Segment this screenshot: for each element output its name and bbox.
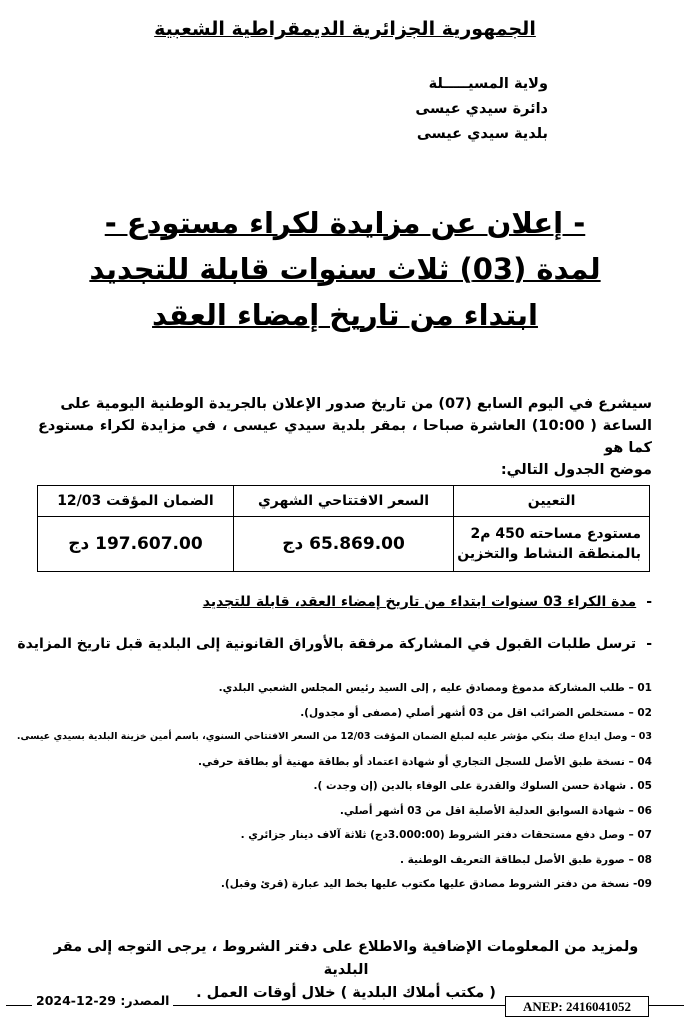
header-designation: التعيين [454, 486, 650, 517]
cell-designation: مستودع مساحته 450 م2 بالمنطقة النشاط والتخزين [454, 517, 650, 572]
source-date: المصدر: 29-12-2024 [32, 993, 173, 1008]
list-item: 06 – شهادة السوابق العدلية الأصلية اقل من 03 أشهر أصلي. [339, 804, 652, 817]
applications-bullet: -ترسل طلبات القبول في المشاركة مرفقة بالأوراق القانونية إلى البلدية قبل تاريخ المزايدة [17, 636, 652, 652]
intro-line-1: سيشرع في اليوم السابع (07) من تاريخ صدور الإعلان بالجريدة الوطنية اليومية على [60, 396, 652, 412]
list-item: 01 – طلب المشاركة مدموغ ومصادق عليه , إلى السيد رئيس المجلس الشعبي البلدي. [218, 682, 652, 694]
title-line-2: لمدة (03) ثلاث سنوات قابلة للتجديد [89, 252, 601, 286]
list-item: 07 – وصل دفع مستحقات دفتر الشروط (3.000:00دج) ثلاثة آلاف دينار جزائري . [240, 829, 652, 841]
footer-divider-right [647, 1005, 684, 1006]
title-line-1: - إعلان عن مزايدة لكراء مستودع - [104, 206, 586, 240]
list-item: 09- نسخة من دفتر الشروط مصادق عليها مكتوب عليها بخط اليد عبارة (قرئ وقبل). [220, 878, 652, 890]
list-item: 08 – صورة طبق الأصل لبطاقة التعريف الوطنية . [400, 853, 652, 866]
announcement-title [0, 200, 690, 338]
duration-bullet: -مدة الكراء 03 سنوات ابتداء من تاريخ إمضاء العقد، قابلة للتجديد [202, 594, 652, 610]
cell-guarantee: 197.607.00 دج [38, 517, 234, 572]
wilaya-label: ولاية المسيـــــلة [428, 76, 548, 92]
list-item: 05 . شهادة حسن السلوك والقدرة على الوفاء بالدين (إن وجدت ). [313, 780, 652, 792]
header-monthly-price: السعر الافتتاحي الشهري [233, 486, 453, 517]
commune-label: بلدية سيدي عيسى [416, 126, 548, 142]
intro-line-3: موضح الجدول التالي: [500, 462, 652, 478]
table-header-row [38, 486, 650, 517]
header-guarantee: الضمان المؤقت 12/03 [38, 486, 234, 517]
title-line-3: ابتداء من تاريخ إمضاء العقد [152, 298, 538, 332]
closing-line-1: ولمزيد من المعلومات الإضافية والاطلاع على دفتر الشروط ، يرجى التوجه إلى مقر البلدية [53, 939, 639, 978]
intro-paragraph [38, 393, 652, 481]
cell-monthly-price: 65.869.00 دج [233, 517, 453, 572]
republic-heading: الجمهورية الجزائرية الديمقراطية الشعبية [154, 18, 536, 40]
closing-line-2: ( مكتب أملاك البلدية ) خلال أوقات العمل . [196, 985, 496, 1001]
list-item: 02 – مستخلص الضرائب اقل من 03 أشهر أصلي (مصفى أو مجدول). [300, 706, 652, 719]
daira-label: دائرة سيدي عيسى [415, 101, 548, 117]
administration-block [415, 72, 548, 147]
required-documents-list [16, 676, 652, 897]
table-row [38, 517, 650, 572]
lease-table [37, 485, 650, 572]
list-item: 04 – نسخة طبق الأصل للسجل التجاري أو شهادة اعتماد أو بطاقة مهنية أو بطاقة حرفي. [198, 755, 652, 768]
intro-line-2: الساعة ( 10:00) العاشرة صباحا ، بمقر بلدية سيدي عيسى ، في مزايدة لكراء مستودع كما هو [38, 418, 652, 456]
list-item: 03 – وصل ايداع صك بنكي مؤشر عليه لمبلغ الضمان المؤقت 12/03 من السعر الافتتاحي السنوي، باسم أمين خزينة البلدية بسيدي عيسى. [16, 731, 652, 742]
anep-reference: ANEP: 2416041052 [505, 996, 649, 1017]
